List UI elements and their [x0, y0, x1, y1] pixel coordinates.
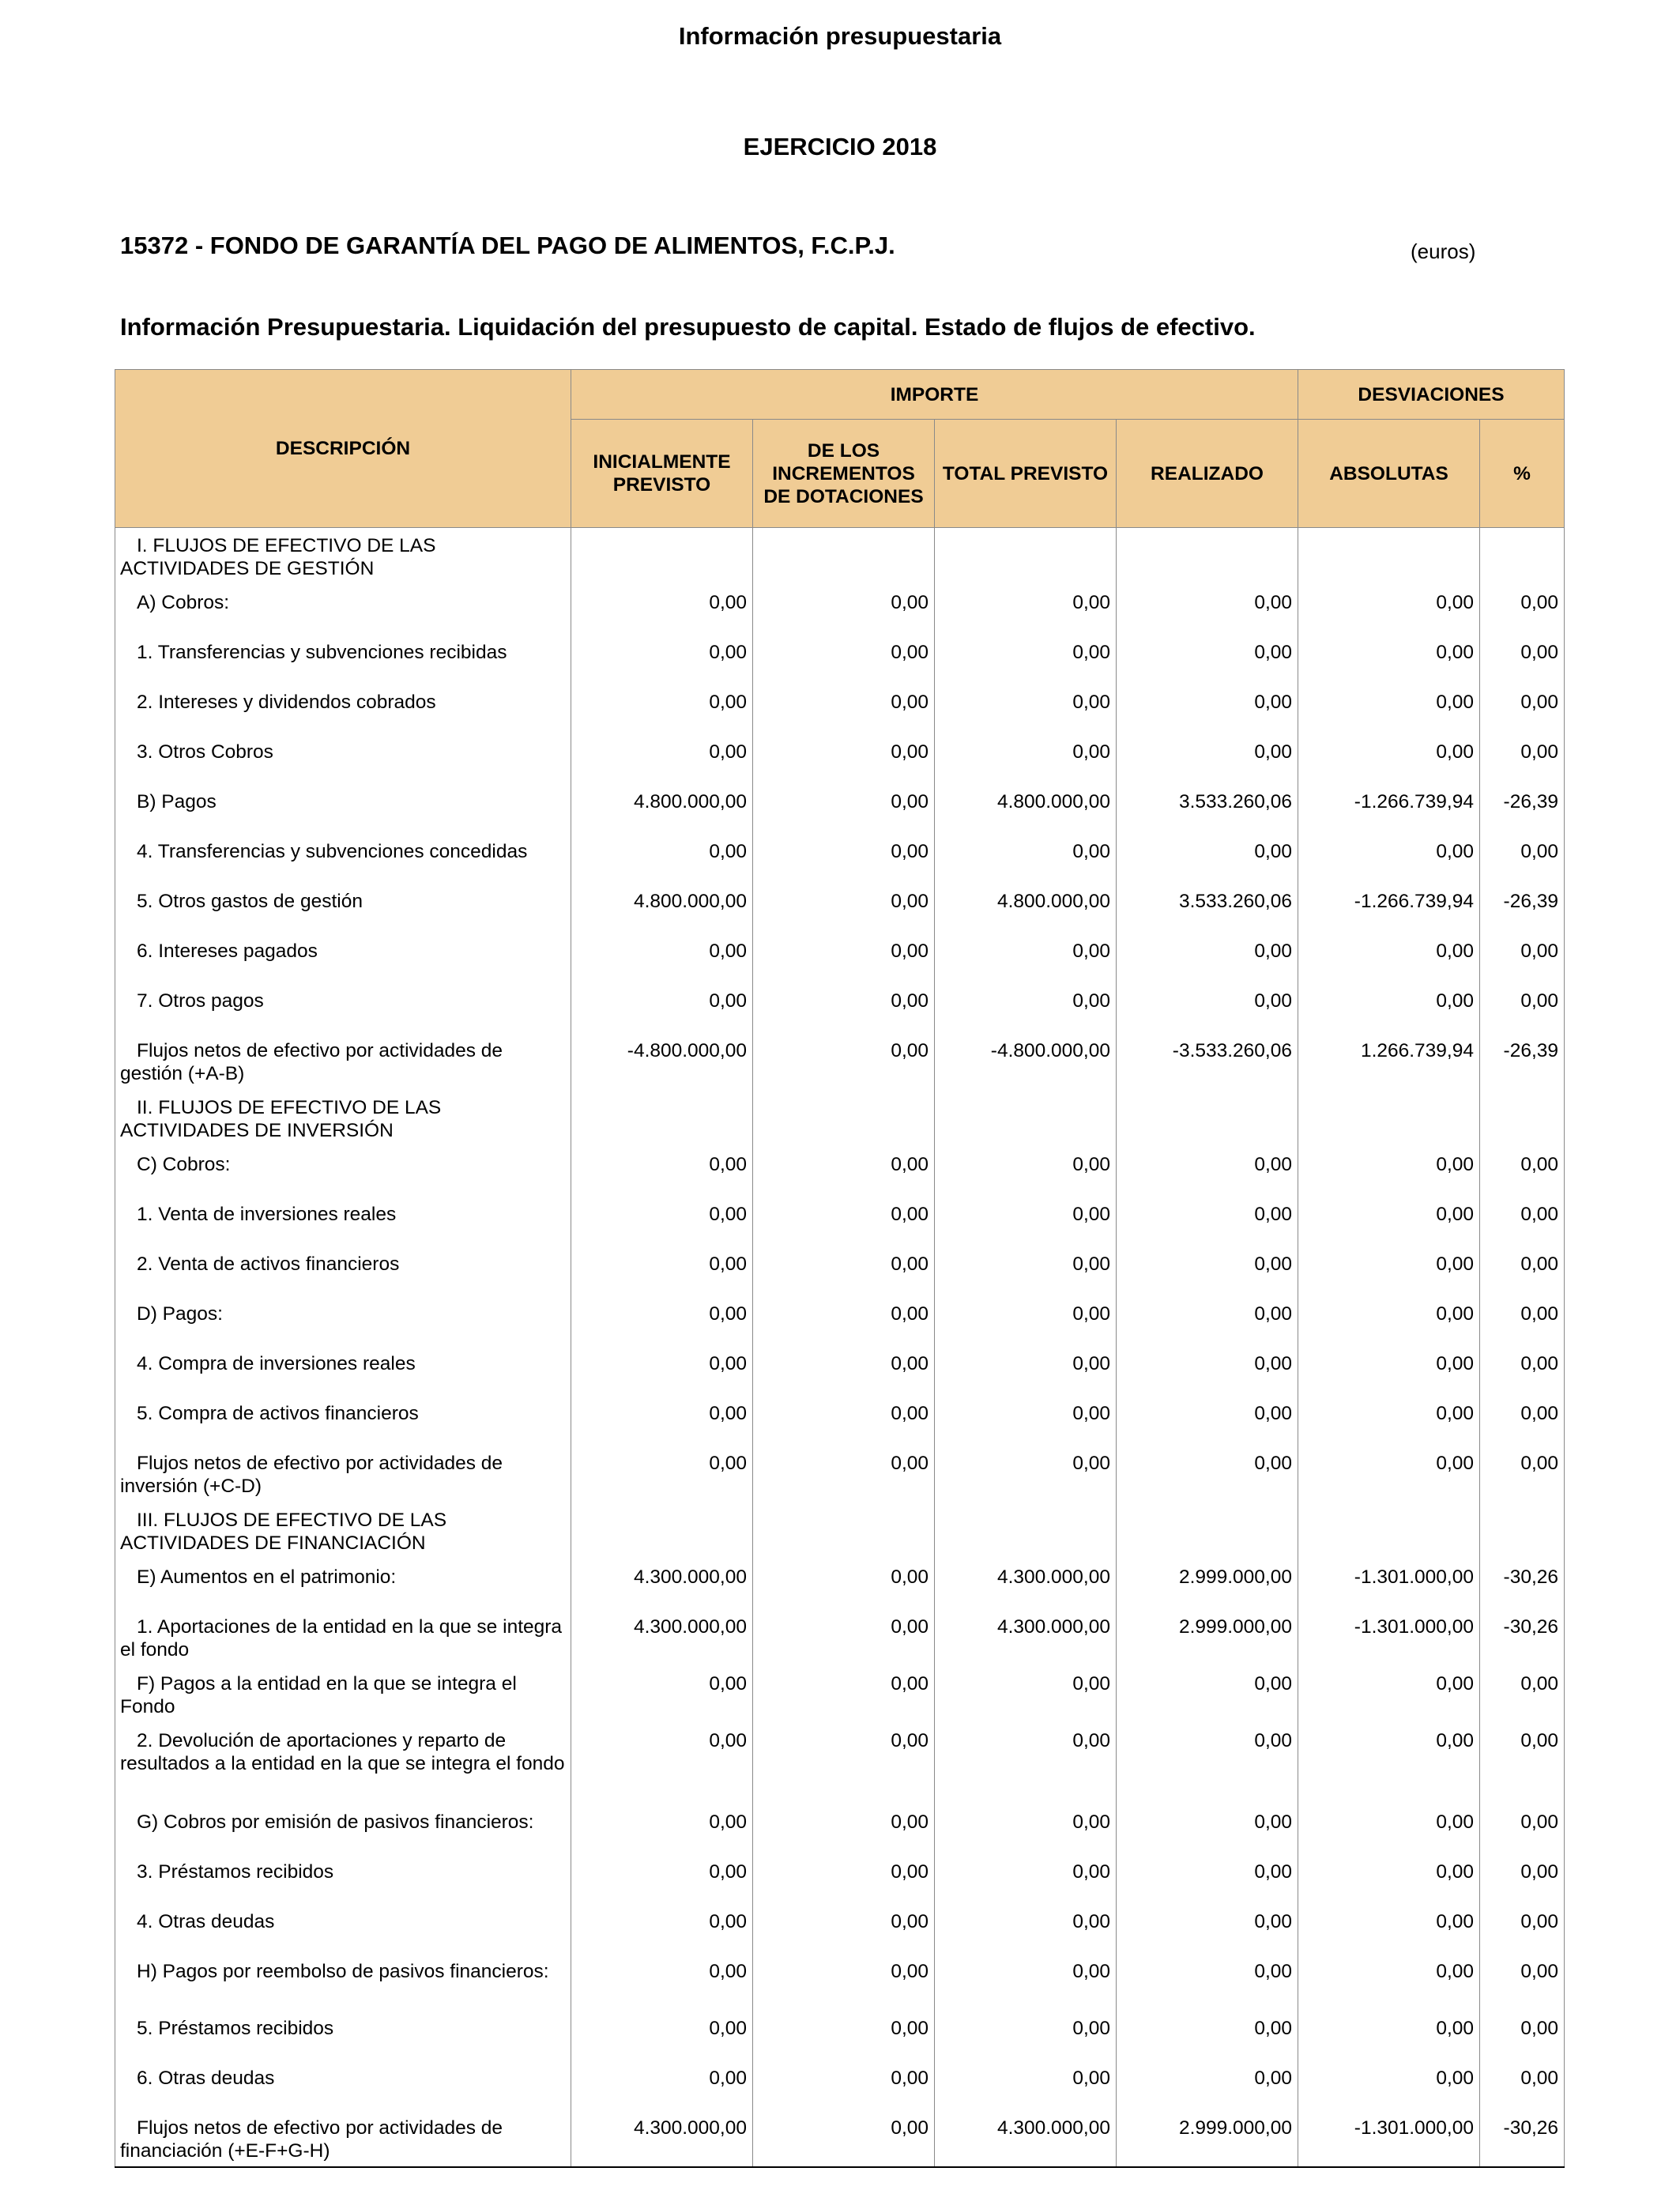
value-percent: -26,39: [1480, 1033, 1565, 1090]
value-total: -4.800.000,00: [935, 1033, 1117, 1090]
row-description: [115, 528, 571, 585]
value-absolutas: 0,00: [1298, 1804, 1480, 1854]
value-realizado: 0,00: [1117, 933, 1298, 983]
value-inicial: 0,00: [571, 933, 753, 983]
table-row: [115, 1147, 1565, 1197]
table-body: [115, 528, 1565, 2167]
value-total: 4.300.000,00: [935, 2110, 1117, 2167]
table-row: [115, 2060, 1565, 2110]
value-inicial: 0,00: [571, 585, 753, 635]
value-total: 0,00: [935, 1197, 1117, 1246]
row-description: [115, 2011, 571, 2060]
value-inicial: 0,00: [571, 983, 753, 1033]
value-incrementos: 0,00: [753, 1197, 935, 1246]
value-incrementos: 0,00: [753, 734, 935, 784]
value-inicial: 0,00: [571, 2060, 753, 2110]
value-inicial: 0,00: [571, 1346, 753, 1396]
row-description: [115, 1723, 571, 1804]
row-label: Flujos netos de efectivo por actividades de inversión (+C-D): [120, 1452, 503, 1497]
value-realizado: [1117, 528, 1298, 585]
row-description: [115, 2060, 571, 2110]
value-realizado: 2.999.000,00: [1117, 1609, 1298, 1666]
value-incrementos: [753, 1502, 935, 1559]
value-incrementos: 0,00: [753, 1723, 935, 1804]
value-total: 4.300.000,00: [935, 1559, 1117, 1609]
row-description: [115, 585, 571, 635]
value-absolutas: 0,00: [1298, 1904, 1480, 1954]
value-total: 0,00: [935, 933, 1117, 983]
row-description: [115, 684, 571, 734]
value-total: 4.800.000,00: [935, 784, 1117, 834]
value-incrementos: 0,00: [753, 1396, 935, 1446]
row-description: [115, 1666, 571, 1723]
value-incrementos: 0,00: [753, 1804, 935, 1854]
table-row: [115, 1954, 1565, 2011]
row-label: 2. Venta de activos financieros: [137, 1253, 400, 1275]
value-realizado: 0,00: [1117, 734, 1298, 784]
row-label: E) Aumentos en el patrimonio:: [137, 1566, 397, 1588]
value-incrementos: 0,00: [753, 983, 935, 1033]
row-label: C) Cobros:: [137, 1153, 231, 1175]
value-total: 0,00: [935, 1396, 1117, 1446]
value-realizado: 0,00: [1117, 1346, 1298, 1396]
value-total: 0,00: [935, 1147, 1117, 1197]
value-incrementos: 0,00: [753, 635, 935, 684]
value-inicial: 4.300.000,00: [571, 2110, 753, 2167]
value-incrementos: 0,00: [753, 1854, 935, 1904]
row-label: 3. Préstamos recibidos: [137, 1860, 334, 1883]
value-absolutas: 0,00: [1298, 1723, 1480, 1804]
value-realizado: 2.999.000,00: [1117, 2110, 1298, 2167]
value-total: 0,00: [935, 1246, 1117, 1296]
row-label: III. FLUJOS DE EFECTIVO DE LAS ACTIVIDADES DE FINANCIACIÓN: [120, 1509, 447, 1554]
value-realizado: 2.999.000,00: [1117, 1559, 1298, 1609]
row-label: 5. Otros gastos de gestión: [137, 890, 363, 912]
value-incrementos: 0,00: [753, 1346, 935, 1396]
currency-units: (euros): [1411, 239, 1476, 263]
value-realizado: 0,00: [1117, 1904, 1298, 1954]
value-inicial: 0,00: [571, 1296, 753, 1346]
value-absolutas: 0,00: [1298, 834, 1480, 884]
value-percent: 0,00: [1480, 1296, 1565, 1346]
value-percent: 0,00: [1480, 834, 1565, 884]
table-row: [115, 834, 1565, 884]
value-incrementos: 0,00: [753, 834, 935, 884]
value-absolutas: 0,00: [1298, 1854, 1480, 1904]
table-row: [115, 1904, 1565, 1954]
entity-name: 15372 - FONDO DE GARANTÍA DEL PAGO DE ALIMENTOS, F.C.P.J.: [120, 232, 895, 259]
value-absolutas: 0,00: [1298, 983, 1480, 1033]
value-total: 0,00: [935, 1346, 1117, 1396]
value-incrementos: 0,00: [753, 1246, 935, 1296]
value-total: 0,00: [935, 1446, 1117, 1502]
value-percent: -30,26: [1480, 2110, 1565, 2167]
row-label: 3. Otros Cobros: [137, 741, 273, 763]
row-label: 7. Otros pagos: [137, 990, 264, 1012]
value-percent: 0,00: [1480, 1854, 1565, 1904]
column-group-importe: IMPORTE: [571, 370, 1298, 420]
value-total: 4.300.000,00: [935, 1609, 1117, 1666]
row-label: A) Cobros:: [137, 591, 230, 613]
row-label: 6. Otras deudas: [137, 2067, 275, 2089]
table-row: [115, 1609, 1565, 1666]
value-total: 0,00: [935, 1954, 1117, 2011]
value-percent: 0,00: [1480, 635, 1565, 684]
row-label: 4. Transferencias y subvenciones concedidas: [137, 840, 528, 862]
document-title: Información presupuestaria: [678, 22, 1002, 50]
row-description: [115, 1197, 571, 1246]
column-header-absolutas: ABSOLUTAS: [1298, 420, 1480, 528]
row-label: G) Cobros por emisión de pasivos financieros:: [137, 1811, 534, 1833]
row-description: [115, 1296, 571, 1346]
value-percent: 0,00: [1480, 1954, 1565, 2011]
table-row: [115, 1197, 1565, 1246]
value-realizado: 0,00: [1117, 585, 1298, 635]
table-row: [115, 1666, 1565, 1723]
value-realizado: 0,00: [1117, 635, 1298, 684]
value-realizado: [1117, 1090, 1298, 1147]
value-realizado: 0,00: [1117, 1246, 1298, 1296]
value-total: 0,00: [935, 1854, 1117, 1904]
row-description: [115, 1559, 571, 1609]
section-row: [115, 528, 1565, 585]
value-percent: 0,00: [1480, 1666, 1565, 1723]
table-row: [115, 884, 1565, 933]
value-incrementos: 0,00: [753, 1666, 935, 1723]
value-incrementos: 0,00: [753, 1904, 935, 1954]
value-incrementos: 0,00: [753, 933, 935, 983]
row-label: II. FLUJOS DE EFECTIVO DE LAS ACTIVIDADES DE INVERSIÓN: [120, 1096, 442, 1141]
row-description: [115, 784, 571, 834]
row-label: 1. Aportaciones de la entidad en la que se integra el fondo: [120, 1615, 563, 1661]
value-incrementos: 0,00: [753, 1559, 935, 1609]
row-label: 6. Intereses pagados: [137, 940, 318, 962]
value-absolutas: -1.266.739,94: [1298, 784, 1480, 834]
row-description: [115, 1904, 571, 1954]
value-absolutas: 0,00: [1298, 1296, 1480, 1346]
table-row: [115, 1559, 1565, 1609]
value-incrementos: 0,00: [753, 684, 935, 734]
table-row: [115, 1033, 1565, 1090]
value-inicial: [571, 1502, 753, 1559]
value-total: 0,00: [935, 1666, 1117, 1723]
row-description: [115, 1804, 571, 1854]
value-realizado: 0,00: [1117, 1854, 1298, 1904]
value-absolutas: [1298, 1090, 1480, 1147]
value-incrementos: 0,00: [753, 1954, 935, 2011]
value-inicial: 0,00: [571, 834, 753, 884]
row-description: [115, 834, 571, 884]
value-realizado: 0,00: [1117, 1804, 1298, 1854]
value-incrementos: 0,00: [753, 1147, 935, 1197]
value-incrementos: [753, 1090, 935, 1147]
value-percent: [1480, 528, 1565, 585]
row-label: 4. Compra de inversiones reales: [137, 1352, 416, 1374]
value-realizado: 0,00: [1117, 834, 1298, 884]
value-inicial: 4.300.000,00: [571, 1559, 753, 1609]
value-inicial: 0,00: [571, 1197, 753, 1246]
row-label: 4. Otras deudas: [137, 1910, 275, 1932]
value-percent: 0,00: [1480, 1147, 1565, 1197]
value-realizado: 0,00: [1117, 1396, 1298, 1446]
row-description: [115, 1246, 571, 1296]
value-absolutas: 1.266.739,94: [1298, 1033, 1480, 1090]
row-description: [115, 983, 571, 1033]
value-percent: -26,39: [1480, 884, 1565, 933]
value-incrementos: 0,00: [753, 784, 935, 834]
row-label: 1. Transferencias y subvenciones recibidas: [137, 641, 507, 663]
value-incrementos: 0,00: [753, 2110, 935, 2167]
row-label: 2. Intereses y dividendos cobrados: [137, 691, 436, 713]
value-realizado: 3.533.260,06: [1117, 884, 1298, 933]
value-percent: -30,26: [1480, 1609, 1565, 1666]
section-row: [115, 1502, 1565, 1559]
value-percent: 0,00: [1480, 1904, 1565, 1954]
value-absolutas: 0,00: [1298, 2011, 1480, 2060]
value-realizado: 0,00: [1117, 2060, 1298, 2110]
value-absolutas: 0,00: [1298, 1396, 1480, 1446]
value-absolutas: 0,00: [1298, 1197, 1480, 1246]
row-label: 2. Devolución de aportaciones y reparto de resultados a la entidad en la que se integra el fondo: [120, 1729, 565, 1774]
table-row: [115, 1446, 1565, 1502]
value-absolutas: 0,00: [1298, 585, 1480, 635]
value-incrementos: 0,00: [753, 2011, 935, 2060]
value-percent: 0,00: [1480, 1396, 1565, 1446]
value-absolutas: -1.301.000,00: [1298, 1609, 1480, 1666]
value-inicial: 0,00: [571, 2011, 753, 2060]
value-percent: [1480, 1090, 1565, 1147]
value-absolutas: 0,00: [1298, 933, 1480, 983]
row-description: [115, 933, 571, 983]
row-label: 5. Compra de activos financieros: [137, 1402, 419, 1424]
value-absolutas: -1.266.739,94: [1298, 884, 1480, 933]
table-row: [115, 1804, 1565, 1854]
value-incrementos: 0,00: [753, 1609, 935, 1666]
value-total: [935, 1090, 1117, 1147]
row-label: 5. Préstamos recibidos: [137, 2017, 334, 2039]
row-description: [115, 1954, 571, 2011]
value-percent: [1480, 1502, 1565, 1559]
cash-flow-table: [115, 369, 1565, 2168]
table-row: [115, 1346, 1565, 1396]
value-absolutas: -1.301.000,00: [1298, 1559, 1480, 1609]
value-inicial: 0,00: [571, 1723, 753, 1804]
row-description: [115, 1854, 571, 1904]
value-percent: 0,00: [1480, 1346, 1565, 1396]
value-absolutas: 0,00: [1298, 1666, 1480, 1723]
value-realizado: 0,00: [1117, 1197, 1298, 1246]
row-description: [115, 635, 571, 684]
table-row: [115, 784, 1565, 834]
value-total: 0,00: [935, 983, 1117, 1033]
row-label: B) Pagos: [137, 790, 217, 812]
value-total: 0,00: [935, 1723, 1117, 1804]
value-inicial: 0,00: [571, 1446, 753, 1502]
value-inicial: 0,00: [571, 1396, 753, 1446]
value-total: 0,00: [935, 585, 1117, 635]
value-percent: 0,00: [1480, 933, 1565, 983]
table-row: [115, 2011, 1565, 2060]
row-description: [115, 1147, 571, 1197]
value-absolutas: 0,00: [1298, 684, 1480, 734]
row-description: [115, 1346, 571, 1396]
row-label: Flujos netos de efectivo por actividades de financiación (+E-F+G-H): [120, 2117, 503, 2162]
column-header-percent: %: [1480, 420, 1565, 528]
value-inicial: 4.800.000,00: [571, 784, 753, 834]
value-realizado: [1117, 1502, 1298, 1559]
value-absolutas: 0,00: [1298, 1346, 1480, 1396]
value-inicial: -4.800.000,00: [571, 1033, 753, 1090]
value-absolutas: 0,00: [1298, 734, 1480, 784]
value-total: 0,00: [935, 635, 1117, 684]
row-description: [115, 1502, 571, 1559]
value-total: [935, 528, 1117, 585]
row-description: [115, 2110, 571, 2167]
value-percent: 0,00: [1480, 1723, 1565, 1804]
table-row: [115, 1723, 1565, 1804]
column-header-total: TOTAL PREVISTO: [935, 420, 1117, 528]
value-percent: -30,26: [1480, 1559, 1565, 1609]
row-description: [115, 1396, 571, 1446]
value-realizado: 0,00: [1117, 1723, 1298, 1804]
value-absolutas: 0,00: [1298, 1446, 1480, 1502]
value-percent: -26,39: [1480, 784, 1565, 834]
value-absolutas: 0,00: [1298, 1246, 1480, 1296]
column-header-realizado: REALIZADO: [1117, 420, 1298, 528]
row-description: [115, 1033, 571, 1090]
row-description: [115, 1609, 571, 1666]
row-description: [115, 1090, 571, 1147]
value-incrementos: 0,00: [753, 1446, 935, 1502]
value-inicial: 0,00: [571, 1904, 753, 1954]
value-total: 0,00: [935, 2060, 1117, 2110]
row-label: I. FLUJOS DE EFECTIVO DE LAS ACTIVIDADES DE GESTIÓN: [120, 535, 436, 579]
value-percent: 0,00: [1480, 585, 1565, 635]
value-inicial: 0,00: [571, 1804, 753, 1854]
row-description: [115, 884, 571, 933]
value-total: 0,00: [935, 734, 1117, 784]
value-inicial: 0,00: [571, 1954, 753, 2011]
value-incrementos: 0,00: [753, 1033, 935, 1090]
value-realizado: 0,00: [1117, 1446, 1298, 1502]
value-absolutas: [1298, 528, 1480, 585]
row-description: [115, 734, 571, 784]
value-total: 0,00: [935, 684, 1117, 734]
value-percent: 0,00: [1480, 734, 1565, 784]
table-row: [115, 1854, 1565, 1904]
value-realizado: 0,00: [1117, 983, 1298, 1033]
row-description: [115, 1446, 571, 1502]
value-percent: 0,00: [1480, 2011, 1565, 2060]
value-total: 4.800.000,00: [935, 884, 1117, 933]
table-row: [115, 1246, 1565, 1296]
row-label: D) Pagos:: [137, 1302, 223, 1325]
value-inicial: 0,00: [571, 1246, 753, 1296]
value-inicial: 0,00: [571, 1666, 753, 1723]
value-absolutas: [1298, 1502, 1480, 1559]
value-inicial: 0,00: [571, 1854, 753, 1904]
column-header-inicial: INICIALMENTE PREVISTO: [571, 420, 753, 528]
table-row: [115, 635, 1565, 684]
value-absolutas: 0,00: [1298, 1954, 1480, 2011]
value-realizado: 0,00: [1117, 1296, 1298, 1346]
value-incrementos: 0,00: [753, 2060, 935, 2110]
report-subtitle: Información Presupuestaria. Liquidación del presupuesto de capital. Estado de flujos de efectivo.: [120, 313, 1256, 341]
value-realizado: 0,00: [1117, 1666, 1298, 1723]
column-header-description: DESCRIPCIÓN: [115, 370, 571, 528]
value-inicial: 0,00: [571, 734, 753, 784]
value-inicial: 0,00: [571, 684, 753, 734]
value-realizado: 0,00: [1117, 2011, 1298, 2060]
value-realizado: 0,00: [1117, 1147, 1298, 1197]
table-row: [115, 585, 1565, 635]
table-row: [115, 1396, 1565, 1446]
table-row: [115, 684, 1565, 734]
row-label: 1. Venta de inversiones reales: [137, 1203, 397, 1225]
value-inicial: 4.300.000,00: [571, 1609, 753, 1666]
value-percent: 0,00: [1480, 1804, 1565, 1854]
row-label: Flujos netos de efectivo por actividades de gestión (+A-B): [120, 1039, 503, 1084]
value-incrementos: 0,00: [753, 1296, 935, 1346]
value-percent: 0,00: [1480, 983, 1565, 1033]
value-absolutas: 0,00: [1298, 635, 1480, 684]
value-percent: 0,00: [1480, 1197, 1565, 1246]
row-label: F) Pagos a la entidad en la que se integra el Fondo: [120, 1672, 517, 1717]
value-inicial: 0,00: [571, 1147, 753, 1197]
value-realizado: 3.533.260,06: [1117, 784, 1298, 834]
value-inicial: 4.800.000,00: [571, 884, 753, 933]
value-incrementos: [753, 528, 935, 585]
value-inicial: [571, 1090, 753, 1147]
value-incrementos: 0,00: [753, 585, 935, 635]
value-realizado: -3.533.260,06: [1117, 1033, 1298, 1090]
value-realizado: 0,00: [1117, 1954, 1298, 2011]
value-incrementos: 0,00: [753, 884, 935, 933]
value-inicial: 0,00: [571, 635, 753, 684]
value-percent: 0,00: [1480, 684, 1565, 734]
value-percent: 0,00: [1480, 2060, 1565, 2110]
value-total: 0,00: [935, 1904, 1117, 1954]
row-label: H) Pagos por reembolso de pasivos financieros:: [137, 1960, 549, 1982]
value-percent: 0,00: [1480, 1246, 1565, 1296]
value-total: 0,00: [935, 1804, 1117, 1854]
value-absolutas: -1.301.000,00: [1298, 2110, 1480, 2167]
value-total: [935, 1502, 1117, 1559]
column-header-incrementos: DE LOS INCREMENTOS DE DOTACIONES: [753, 420, 935, 528]
exercise-year: EJERCICIO 2018: [743, 133, 937, 160]
table-row: [115, 983, 1565, 1033]
value-realizado: 0,00: [1117, 684, 1298, 734]
table-row: [115, 734, 1565, 784]
table-row: [115, 1296, 1565, 1346]
value-absolutas: 0,00: [1298, 1147, 1480, 1197]
table-row: [115, 2110, 1565, 2167]
value-total: 0,00: [935, 834, 1117, 884]
section-row: [115, 1090, 1565, 1147]
value-inicial: [571, 528, 753, 585]
value-total: 0,00: [935, 1296, 1117, 1346]
value-percent: 0,00: [1480, 1446, 1565, 1502]
column-group-desviaciones: DESVIACIONES: [1298, 370, 1565, 420]
table-row: [115, 933, 1565, 983]
value-total: 0,00: [935, 2011, 1117, 2060]
value-absolutas: 0,00: [1298, 2060, 1480, 2110]
